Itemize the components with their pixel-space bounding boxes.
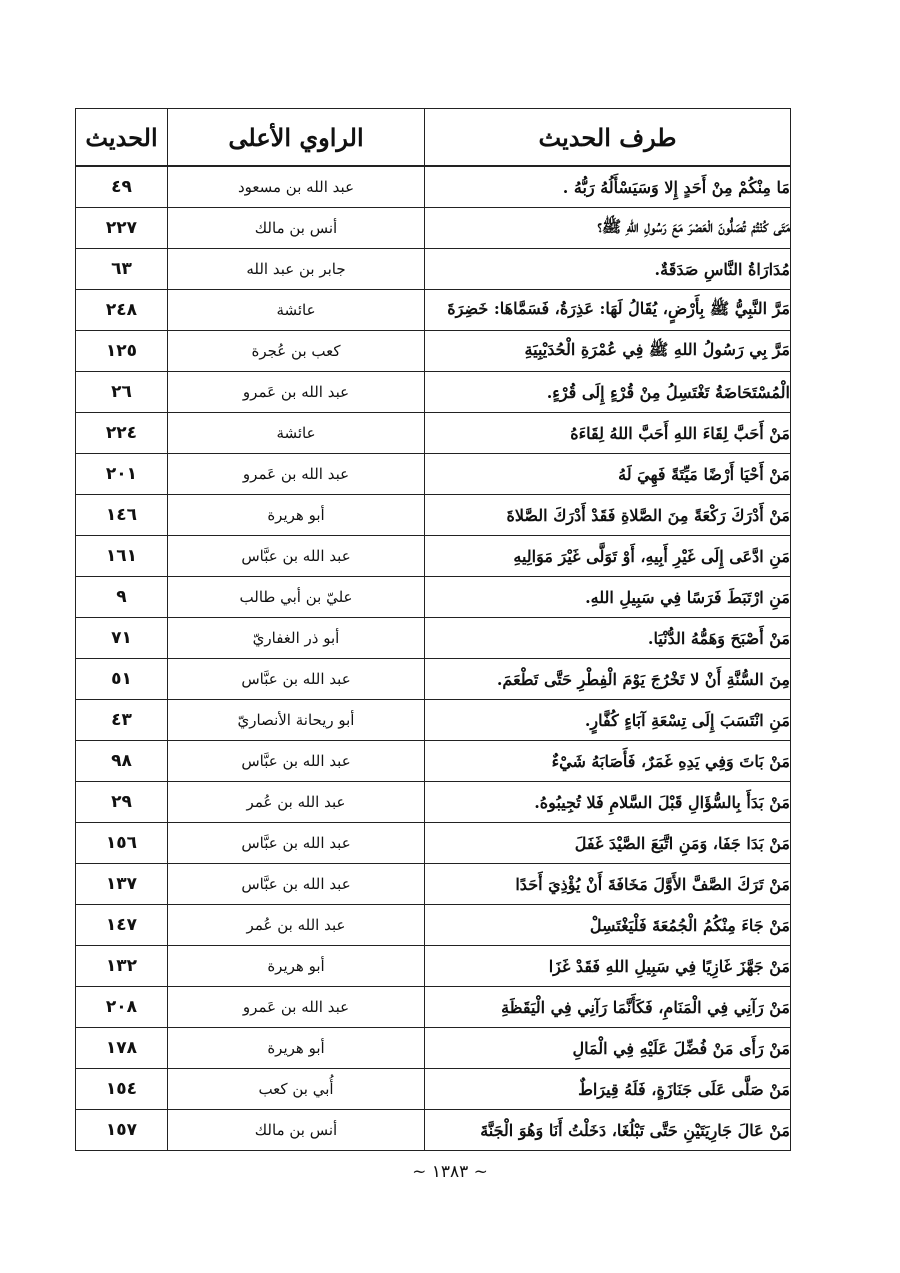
table-row (76, 618, 791, 659)
table-row (76, 823, 791, 864)
hadith-number-cell: ١٢٥ (76, 331, 168, 372)
hadith-number-cell: ١٤٦ (76, 495, 168, 536)
narrator-cell: عائشة (168, 413, 425, 454)
narrator-cell: عائشة (168, 290, 425, 331)
hadith-number-cell: ٦٣ (76, 249, 168, 290)
table-row (76, 659, 791, 700)
hadith-text-cell: مَرَّ النَّبِيُّ ﷺ بِأَرْضٍ، يُقَالُ لَهَا: عَذِرَةُ، فَسَمَّاهَا: خَضِرَةَ (425, 290, 791, 331)
narrator-cell: عبد الله بن عبَّاس (168, 823, 425, 864)
hadith-number-cell: ١٤٧ (76, 905, 168, 946)
hadith-text-cell: مَنِ ادَّعَى إِلَى غَيْرِ أَبِيهِ، أَوْ تَوَلَّى غَيْرَ مَوَالِيهِ (425, 536, 791, 577)
narrator-cell: عبد الله بن عَمرو (168, 987, 425, 1028)
narrator-cell: أنس بن مالك (168, 208, 425, 249)
hadith-number-cell: ١٣٧ (76, 864, 168, 905)
table-header-row (76, 109, 791, 167)
hadith-text-cell: مَنِ ارْتَبَطَ فَرَسًا فِي سَبِيلِ اللهِ. (425, 577, 791, 618)
narrator-cell: عليّ بن أبي طالب (168, 577, 425, 618)
narrator-cell: أنس بن مالك (168, 1110, 425, 1151)
hadith-text-cell: مَا مِنْكُمْ مِنْ أَحَدٍ إِلا وَسَيَسْأَلُهُ رَبُّهُ . (425, 166, 791, 208)
hadith-number-cell: ٢٦ (76, 372, 168, 413)
table-row (76, 166, 791, 208)
narrator-cell: أبو هريرة (168, 1028, 425, 1069)
hadith-number-cell: ٤٣ (76, 700, 168, 741)
table-row (76, 249, 791, 290)
hadith-number-cell: ٩٨ (76, 741, 168, 782)
hadith-number-cell: ٢٠٨ (76, 987, 168, 1028)
hadith-text-cell: مَنْ عَالَ جَارِيَتَيْنِ حَتَّى تَبْلُغَا، دَخَلْتُ أَنَا وَهُوَ الْجَنَّةَ (425, 1110, 791, 1151)
narrator-cell: أبو هريرة (168, 946, 425, 987)
hadith-number-cell: ٥١ (76, 659, 168, 700)
hadith-number-cell: ٢٤٨ (76, 290, 168, 331)
header-narrator: الراوي الأعلى (168, 109, 425, 167)
table-row (76, 987, 791, 1028)
narrator-cell: كعب بن عُجرة (168, 331, 425, 372)
narrator-cell: جابر بن عبد الله (168, 249, 425, 290)
table-row (76, 1069, 791, 1110)
narrator-cell: عبد الله بن عبَّاس (168, 536, 425, 577)
table-row (76, 1028, 791, 1069)
narrator-cell: أبو هريرة (168, 495, 425, 536)
narrator-cell: عبد الله بن عبَّاس (168, 741, 425, 782)
hadith-number-cell: ١٦١ (76, 536, 168, 577)
page-number: ~ ١٣٨٣ ~ (412, 1162, 488, 1182)
narrator-cell: عبد الله بن عُمر (168, 782, 425, 823)
narrator-cell: عبد الله بن عبَّاس (168, 864, 425, 905)
hadith-number-cell: ٢٩ (76, 782, 168, 823)
hadith-text-cell: مَنْ جَاءَ مِنْكُمُ الْجُمُعَةَ فَلْيَغْتَسِلْ (425, 905, 791, 946)
header-hadith-text: طرف الحديث (425, 109, 791, 167)
hadith-number-cell: ٢٠١ (76, 454, 168, 495)
table-row (76, 864, 791, 905)
hadith-text-cell: مَتَى كُنْتُمْ تُصَلُّونَ الْعَصْرَ مَعَ رَسُولِ اللهِ ﷺ؟ (425, 208, 791, 249)
hadith-text-cell: مَنْ أَصْبَحَ وَهَمُّهُ الدُّنْيَا. (425, 618, 791, 659)
hadith-number-cell: ٢٢٤ (76, 413, 168, 454)
hadith-text-cell: مَرَّ بِي رَسُولُ اللهِ ﷺ فِي عُمْرَةِ الْحُدَيْبِيَةِ (425, 331, 791, 372)
table-row (76, 290, 791, 331)
hadith-text-cell: مَنْ بَدَأَ بِالسُّؤَالِ قَبْلَ السَّلامِ فَلا تُجِيبُوهُ. (425, 782, 791, 823)
hadith-text-cell: مَنْ جَهَّزَ غَازِيًا فِي سَبِيلِ اللهِ فَقَدْ غَزَا (425, 946, 791, 987)
table-row (76, 454, 791, 495)
narrator-cell: أبو ذر الغفاريّ (168, 618, 425, 659)
table-row (76, 782, 791, 823)
narrator-cell: أُبي بن كعب (168, 1069, 425, 1110)
hadith-text-cell: مُدَارَاةُ النَّاسِ صَدَقَةٌ. (425, 249, 791, 290)
hadith-text-cell: مِنَ السُّنَّةِ أَنْ لا تَخْرُجَ يَوْمَ الْفِطْرِ حَتَّى تَطْعَمَ. (425, 659, 791, 700)
hadith-text-cell: مَنْ صَلَّى عَلَى جَنَازَةٍ، فَلَهُ قِيرَاطٌ (425, 1069, 791, 1110)
table-row (76, 331, 791, 372)
hadith-text-cell: مَنْ بَدَا جَفَا، وَمَنِ اتَّبَعَ الصَّيْدَ غَفَلَ (425, 823, 791, 864)
hadith-text-cell: مَنْ رَأَى مَنْ فُضِّلَ عَلَيْهِ فِي الْمَالِ (425, 1028, 791, 1069)
hadith-text-cell: مَنْ أَحَبَّ لِقَاءَ اللهِ أَحَبَّ اللهُ لِقَاءَهُ (425, 413, 791, 454)
narrator-cell: عبد الله بن عُمر (168, 905, 425, 946)
table-row (76, 700, 791, 741)
hadith-number-cell: ١٥٤ (76, 1069, 168, 1110)
hadith-number-cell: ١٥٦ (76, 823, 168, 864)
table-row (76, 372, 791, 413)
hadith-number-cell: ٤٩ (76, 166, 168, 208)
hadith-number-cell: ١٣٢ (76, 946, 168, 987)
narrator-cell: عبد الله بن عَمرو (168, 372, 425, 413)
header-hadith-number: الحديث (76, 109, 168, 167)
hadith-number-cell: ٢٢٧ (76, 208, 168, 249)
narrator-cell: عبد الله بن عَمرو (168, 454, 425, 495)
table-row (76, 1110, 791, 1151)
table-row (76, 413, 791, 454)
hadith-text-cell: مَنِ انْتَسَبَ إِلَى تِسْعَةِ آبَاءٍ كُفَّارٍ. (425, 700, 791, 741)
table-row (76, 536, 791, 577)
narrator-cell: عبد الله بن عبَّاس (168, 659, 425, 700)
table-row (76, 208, 791, 249)
hadith-number-cell: ١٥٧ (76, 1110, 168, 1151)
table-row (76, 946, 791, 987)
hadith-number-cell: ٧١ (76, 618, 168, 659)
hadith-number-cell: ٩ (76, 577, 168, 618)
hadith-text-cell: مَنْ أَدْرَكَ رَكْعَةً مِنَ الصَّلاةِ فَقَدْ أَدْرَكَ الصَّلاةَ (425, 495, 791, 536)
narrator-cell: أبو ريحانة الأنصاريّ (168, 700, 425, 741)
table-body (76, 166, 791, 1151)
hadith-text-cell: مَنْ رَآنِي فِي الْمَنَامِ، فَكَأَنَّمَا رَآنِي فِي الْيَقَظَةِ (425, 987, 791, 1028)
table-row (76, 495, 791, 536)
hadith-text-cell: مَنْ أَحْيَا أَرْضًا مَيِّتَةً فَهِيَ لَهُ (425, 454, 791, 495)
hadith-text-cell: الْمُسْتَحَاضَةُ تَغْتَسِلُ مِنْ قُرْءٍ إِلَى قُرْءٍ. (425, 372, 791, 413)
hadith-index-table (75, 108, 791, 1151)
hadith-number-cell: ١٧٨ (76, 1028, 168, 1069)
narrator-cell: عبد الله بن مسعود (168, 166, 425, 208)
hadith-text-cell: مَنْ بَاتَ وَفِي يَدِهِ غَمَرٌ، فَأَصَابَهُ شَيْءٌ (425, 741, 791, 782)
table-row (76, 577, 791, 618)
hadith-text-cell: مَنْ تَرَكَ الصَّفَّ الأَوَّلَ مَخَافَةَ أَنْ يُؤْذِيَ أَحَدًا (425, 864, 791, 905)
table-row (76, 905, 791, 946)
table-row (76, 741, 791, 782)
